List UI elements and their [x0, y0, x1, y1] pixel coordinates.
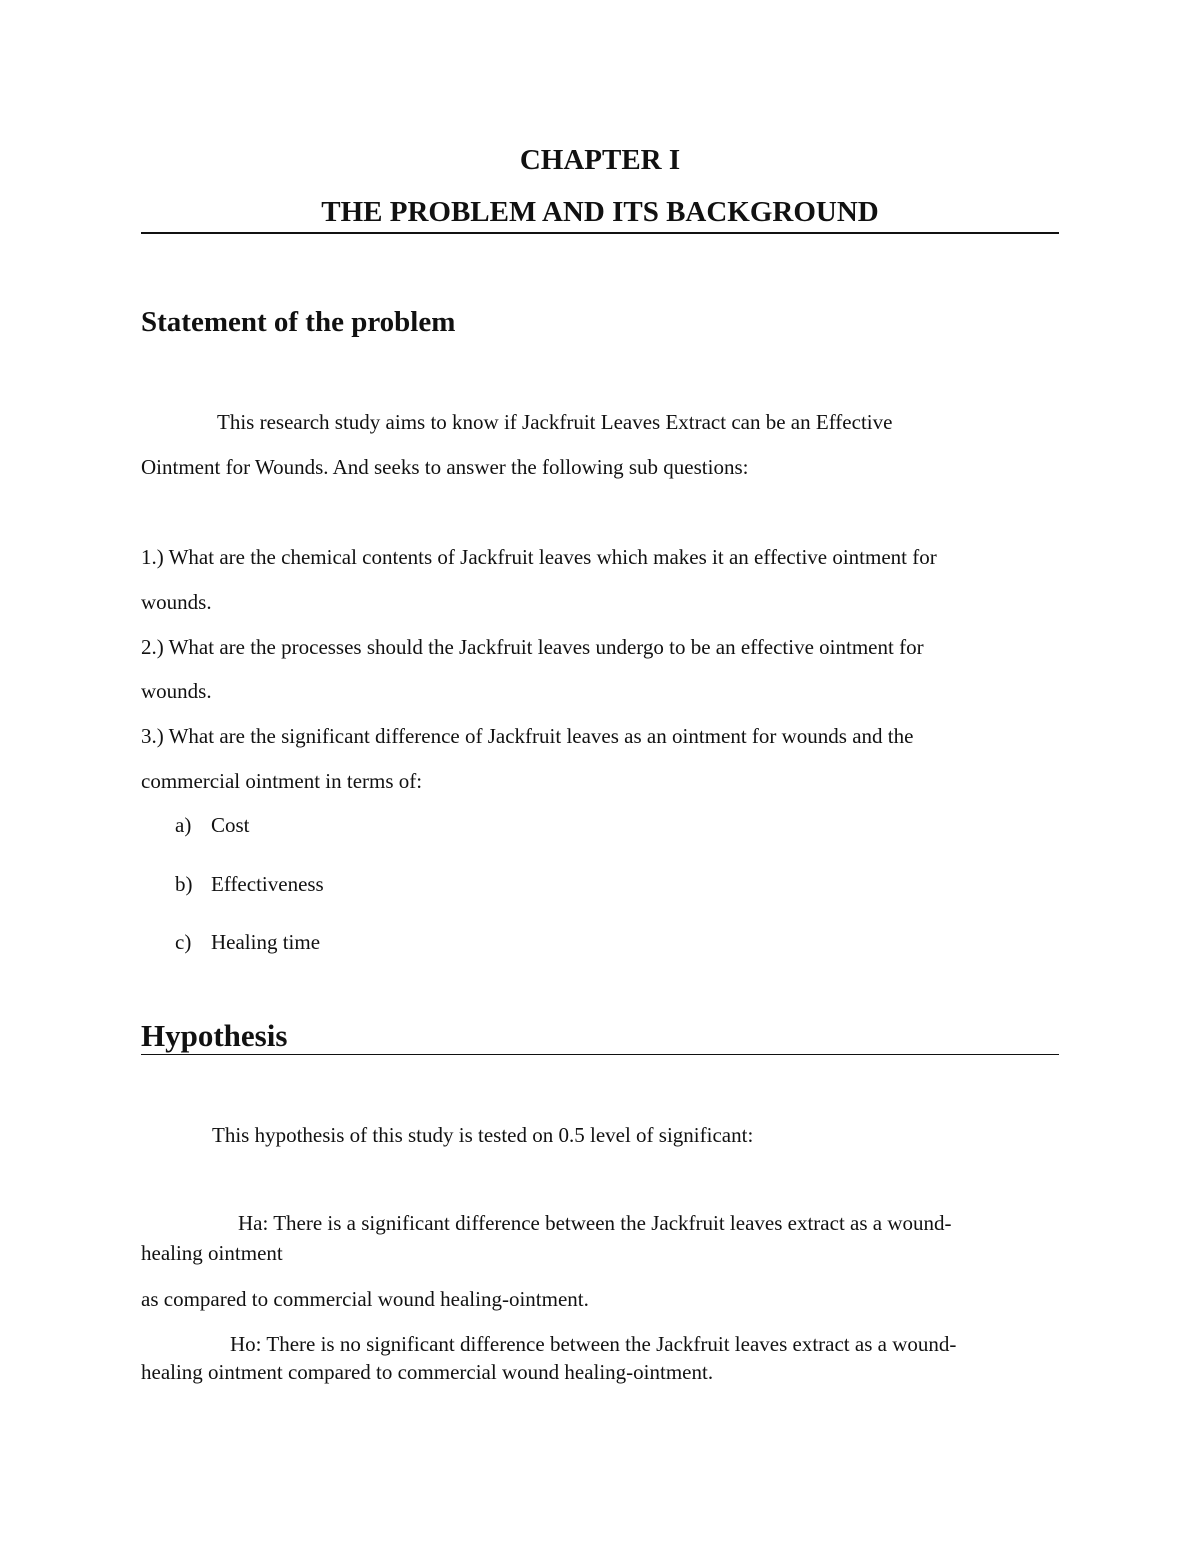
statement-heading: Statement of the problem	[141, 306, 456, 338]
sub-item-text: Healing time	[211, 930, 321, 954]
alt-hypothesis-line: Ha: There is a significant difference between the Jackfruit leaves extract as a wound-	[238, 1211, 952, 1235]
sub-item-marker: a)	[175, 813, 192, 837]
alt-hypothesis-line: as compared to commercial wound healing-ointment.	[141, 1287, 589, 1311]
question-line: 2.) What are the processes should the Jackfruit leaves undergo to be an effective ointment for	[141, 635, 924, 659]
null-hypothesis-line: Ho: There is no significant difference between the Jackfruit leaves extract as a wound-	[230, 1332, 957, 1356]
statement-intro-line: This research study aims to know if Jackfruit Leaves Extract can be an Effective	[217, 410, 893, 434]
hypothesis-heading: Hypothesis	[141, 1018, 288, 1053]
chapter-label: CHAPTER I	[519, 144, 681, 176]
sub-item-text: Cost	[211, 813, 250, 837]
sub-item-marker: c)	[175, 930, 192, 954]
title-divider	[141, 232, 1059, 234]
question-line: commercial ointment in terms of:	[141, 769, 423, 793]
sub-item-marker: b)	[175, 872, 193, 896]
question-line: wounds.	[141, 679, 212, 703]
alt-hypothesis-line: healing ointment	[141, 1241, 283, 1265]
null-hypothesis-line: healing ointment compared to commercial wound healing-ointment.	[141, 1360, 714, 1384]
hypothesis-intro: This hypothesis of this study is tested on 0.5 level of significant:	[212, 1123, 754, 1147]
sub-item-text: Effectiveness	[211, 872, 324, 896]
question-line: 3.) What are the significant difference of Jackfruit leaves as an ointment for wounds and the	[141, 724, 914, 748]
question-line: wounds.	[141, 590, 212, 614]
question-line: 1.) What are the chemical contents of Jackfruit leaves which makes it an effective ointment for	[141, 545, 937, 569]
statement-intro-line: Ointment for Wounds. And seeks to answer the following sub questions:	[141, 455, 749, 479]
chapter-title: THE PROBLEM AND ITS BACKGROUND	[321, 196, 879, 228]
hypothesis-divider	[141, 1054, 1059, 1055]
